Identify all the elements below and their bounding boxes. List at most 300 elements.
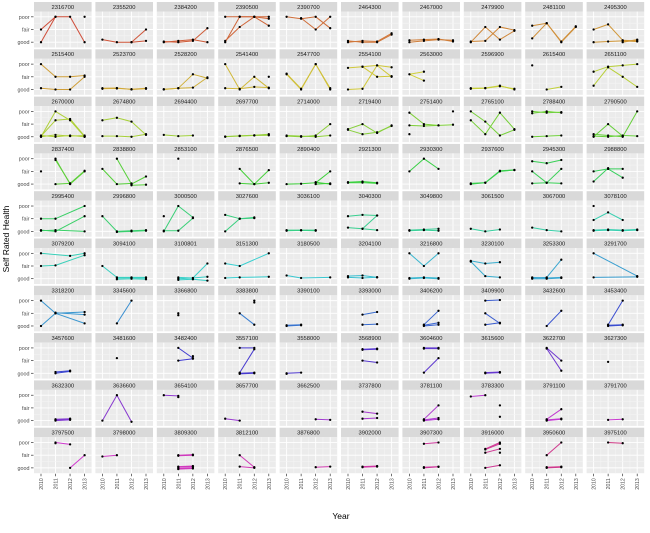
data-point xyxy=(361,324,363,326)
data-line xyxy=(363,418,378,419)
y-tick-label: fair xyxy=(22,169,30,176)
data-point xyxy=(177,276,179,278)
facet-strip-label: 3781100 xyxy=(420,383,443,390)
data-point xyxy=(300,88,302,90)
data-point xyxy=(116,231,118,233)
data-point xyxy=(560,168,562,170)
data-point xyxy=(54,16,56,18)
data-point xyxy=(101,168,103,170)
y-tick-label: poor xyxy=(18,62,30,69)
data-point xyxy=(224,418,226,420)
x-tick-label: 2012 xyxy=(620,478,627,490)
data-point xyxy=(69,16,71,18)
facet-strip-label: 2384200 xyxy=(174,4,197,11)
facet-panel xyxy=(18,239,92,285)
data-point xyxy=(83,322,85,324)
data-point xyxy=(315,418,317,420)
data-point xyxy=(329,170,331,172)
facet-panel xyxy=(218,191,276,237)
data-point xyxy=(607,136,609,138)
data-point xyxy=(423,419,425,421)
data-point xyxy=(531,160,533,162)
facet-panel xyxy=(280,49,338,95)
data-point xyxy=(69,467,71,469)
facet-strip-label: 2751400 xyxy=(419,99,443,106)
x-tick-label: 2012 xyxy=(313,478,320,490)
data-point xyxy=(239,465,241,467)
data-point xyxy=(361,133,363,135)
data-point xyxy=(622,442,624,444)
data-point xyxy=(300,183,302,185)
facet-panel xyxy=(18,2,92,48)
facet-panel xyxy=(341,428,399,490)
y-tick-label: fair xyxy=(22,27,30,34)
facet-strip-label: 3049800 xyxy=(419,194,443,201)
data-point xyxy=(239,16,241,18)
data-point xyxy=(531,278,533,280)
facet-strip-label: 3100801 xyxy=(174,241,197,248)
facet-panel xyxy=(341,380,399,426)
data-point xyxy=(408,230,410,232)
data-point xyxy=(101,455,103,457)
data-point xyxy=(437,230,439,232)
data-point xyxy=(285,183,287,185)
facet-strip-label: 3318200 xyxy=(51,288,75,295)
facet-panel xyxy=(280,428,338,490)
data-point xyxy=(54,119,56,121)
data-point xyxy=(177,41,179,43)
data-point xyxy=(177,347,179,349)
data-point xyxy=(484,120,486,122)
x-tick-label: 2013 xyxy=(205,478,212,490)
facet-panel xyxy=(218,333,276,379)
data-point xyxy=(546,88,548,90)
data-point xyxy=(315,63,317,65)
data-point xyxy=(546,325,548,327)
data-point xyxy=(347,129,349,131)
data-point xyxy=(499,276,501,278)
data-point xyxy=(285,16,287,18)
facet-panel xyxy=(218,144,276,190)
data-point xyxy=(531,37,533,39)
facet-strip-label: 3409900 xyxy=(481,288,504,295)
data-point xyxy=(499,261,501,263)
data-point xyxy=(329,182,331,184)
data-point xyxy=(361,349,363,351)
data-point xyxy=(437,310,439,312)
facet-strip-label: 3383800 xyxy=(235,288,259,295)
data-point xyxy=(329,27,331,29)
data-point xyxy=(452,110,454,112)
data-line xyxy=(485,373,500,374)
facet-strip-label: 3636600 xyxy=(112,383,136,390)
facet-strip-label: 2930300 xyxy=(419,146,443,153)
data-point xyxy=(361,411,363,413)
data-point xyxy=(607,40,609,42)
data-point xyxy=(499,228,501,230)
data-line xyxy=(178,469,193,470)
data-point xyxy=(560,441,562,443)
x-tick-label: 2010 xyxy=(284,478,291,490)
facet-panel xyxy=(587,239,645,285)
facet-strip-label: 2995400 xyxy=(51,194,75,201)
data-point xyxy=(101,215,103,217)
x-tick-label: 2012 xyxy=(68,478,75,490)
data-point xyxy=(484,40,486,42)
data-point xyxy=(622,299,624,301)
data-point xyxy=(253,76,255,78)
facet-strip-label: 2837400 xyxy=(51,146,75,153)
data-point xyxy=(592,170,594,172)
data-point xyxy=(315,136,317,138)
data-point xyxy=(499,464,501,466)
data-point xyxy=(484,467,486,469)
data-point xyxy=(69,370,71,372)
data-point xyxy=(40,87,42,89)
facet-strip-label: 3798000 xyxy=(112,430,136,437)
data-point xyxy=(329,16,331,18)
data-point xyxy=(484,324,486,326)
facet-panel xyxy=(341,191,399,237)
data-point xyxy=(408,133,410,135)
data-point xyxy=(224,262,226,264)
data-point xyxy=(423,277,425,279)
facet-panel xyxy=(464,239,522,285)
data-point xyxy=(163,134,165,136)
data-point xyxy=(253,324,255,326)
data-point xyxy=(177,468,179,470)
facet-strip-label: 3366800 xyxy=(174,288,197,295)
facet-panel xyxy=(341,144,399,190)
data-point xyxy=(192,40,194,42)
data-point xyxy=(361,466,363,468)
x-tick-label: 2013 xyxy=(144,478,150,490)
facet-strip-label: 2479900 xyxy=(481,4,504,11)
y-tick-label: fair xyxy=(22,311,30,318)
data-point xyxy=(546,419,548,421)
data-point xyxy=(116,183,118,185)
data-point xyxy=(560,466,562,468)
data-point xyxy=(83,205,85,207)
facet-strip-label: 2876500 xyxy=(235,146,259,153)
facet-panel xyxy=(525,191,583,237)
data-point xyxy=(54,183,56,185)
facet-strip-label: 3662500 xyxy=(297,383,320,390)
data-point xyxy=(163,394,165,396)
data-line xyxy=(485,300,500,301)
data-point xyxy=(513,29,515,31)
data-line xyxy=(363,349,378,350)
data-point xyxy=(130,41,132,43)
data-point xyxy=(622,230,624,232)
facet-strip-label: 2765100 xyxy=(481,99,504,106)
data-point xyxy=(592,219,594,221)
data-point xyxy=(437,278,439,280)
y-tick-label: fair xyxy=(22,74,30,81)
y-tick-label: poor xyxy=(18,156,30,163)
facet-panel xyxy=(341,333,399,379)
x-tick-label: 2012 xyxy=(436,478,443,490)
data-point xyxy=(163,230,165,232)
facet-strip-label: 2515400 xyxy=(51,52,75,59)
data-point xyxy=(54,229,56,231)
data-point xyxy=(499,452,501,454)
facet-strip-label: 2838800 xyxy=(112,146,136,153)
data-point xyxy=(622,219,624,221)
facet-panel xyxy=(464,49,522,95)
data-point xyxy=(83,76,85,78)
y-tick-label: fair xyxy=(22,453,30,460)
data-point xyxy=(390,66,392,68)
facet-panel xyxy=(525,2,583,48)
data-point xyxy=(177,455,179,457)
data-point xyxy=(560,259,562,261)
data-point xyxy=(54,76,56,78)
data-point xyxy=(239,347,241,349)
facet-strip-label: 2988800 xyxy=(604,146,627,153)
facet-strip-label: 2596900 xyxy=(481,52,504,59)
facet-strip-label: 3406200 xyxy=(419,288,443,295)
facet-panel xyxy=(280,191,338,237)
x-tick-label: 2010 xyxy=(346,478,352,490)
y-tick-label: fair xyxy=(22,216,30,223)
facet-panel xyxy=(218,2,276,48)
data-point xyxy=(239,265,241,267)
data-point xyxy=(546,22,548,24)
facet-strip-label: 3604600 xyxy=(419,336,443,342)
facet-panel xyxy=(464,2,522,48)
facet-strip-label: 3253300 xyxy=(542,241,566,248)
data-point xyxy=(470,260,472,262)
facet-strip-label: 2390500 xyxy=(235,4,259,11)
data-point xyxy=(376,229,378,231)
data-point xyxy=(69,76,71,78)
data-point xyxy=(285,274,287,276)
facet-panel xyxy=(95,239,153,285)
data-point xyxy=(177,314,179,316)
data-point xyxy=(560,408,562,410)
facet-panel xyxy=(218,239,276,285)
data-point xyxy=(239,312,241,314)
data-point xyxy=(145,40,147,42)
x-tick-label: 2010 xyxy=(100,478,107,490)
facet-strip-label: 2853100 xyxy=(174,146,197,153)
data-point xyxy=(560,111,562,113)
data-point xyxy=(54,371,56,373)
data-point xyxy=(206,27,208,29)
data-point xyxy=(224,87,226,89)
data-point xyxy=(116,278,118,280)
data-point xyxy=(145,278,147,280)
data-point xyxy=(376,182,378,184)
data-point xyxy=(83,311,85,313)
data-point xyxy=(40,28,42,30)
data-point xyxy=(560,40,562,42)
facet-panel xyxy=(402,97,460,143)
facet-panel xyxy=(95,333,153,379)
facet-panel xyxy=(464,97,522,143)
data-point xyxy=(130,421,132,423)
data-point xyxy=(513,129,515,131)
y-tick-label: poor xyxy=(18,109,30,116)
facet-strip-label: 2890400 xyxy=(297,146,320,153)
facet-strip-label: 3432600 xyxy=(542,288,566,295)
data-point xyxy=(347,226,349,228)
data-point xyxy=(300,277,302,279)
data-point xyxy=(636,110,638,112)
data-point xyxy=(607,229,609,231)
data-point xyxy=(192,86,194,88)
facet-strip-label: 3078100 xyxy=(604,194,627,201)
data-point xyxy=(546,162,548,164)
data-point xyxy=(607,66,609,68)
data-point xyxy=(315,183,317,185)
data-point xyxy=(177,279,179,281)
data-point xyxy=(622,134,624,136)
data-point xyxy=(130,278,132,280)
facet-strip-label: 3654100 xyxy=(174,383,197,390)
facet-panel xyxy=(18,333,92,379)
x-tick-label: 2010 xyxy=(591,478,598,490)
facet-strip-label: 3876800 xyxy=(297,430,320,437)
data-point xyxy=(192,358,194,360)
facet-strip-label: 3040300 xyxy=(358,194,382,201)
facet-panel xyxy=(218,380,276,426)
y-tick-label: good xyxy=(17,134,30,141)
facet-panel xyxy=(157,191,215,237)
facet-panels xyxy=(18,2,645,490)
data-point xyxy=(253,16,255,18)
facet-strip-label: 3627300 xyxy=(604,336,627,342)
facet-strip-label: 2390700 xyxy=(297,4,320,11)
facet-strip-label: 3094100 xyxy=(112,241,136,248)
data-point xyxy=(499,404,501,406)
facet-panel xyxy=(18,191,92,237)
data-point xyxy=(622,64,624,66)
data-point xyxy=(239,88,241,90)
x-tick-label: 2012 xyxy=(375,478,382,490)
facet-strip-label: 3067000 xyxy=(542,194,566,201)
data-line xyxy=(316,183,331,184)
facet-panel xyxy=(587,333,645,379)
data-point xyxy=(224,16,226,18)
data-point xyxy=(546,347,548,349)
data-line xyxy=(56,183,71,184)
y-axis-title: Self Rated Health xyxy=(1,205,11,273)
facet-strip-label: 3622700 xyxy=(542,336,566,342)
data-point xyxy=(437,466,439,468)
data-point xyxy=(69,118,71,120)
data-point xyxy=(376,348,378,350)
data-point xyxy=(83,313,85,315)
data-point xyxy=(390,125,392,127)
data-point xyxy=(376,361,378,363)
x-tick-label: 2013 xyxy=(573,478,580,490)
data-point xyxy=(101,419,103,421)
data-point xyxy=(361,277,363,279)
facet-panel xyxy=(280,144,338,190)
facet-panel xyxy=(18,286,92,332)
facet-strip-label: 3791700 xyxy=(604,383,627,390)
facet-strip-label: 3907300 xyxy=(419,430,443,437)
data-point xyxy=(239,168,241,170)
data-point xyxy=(54,88,56,90)
data-point xyxy=(192,134,194,136)
data-point xyxy=(130,299,132,301)
data-point xyxy=(484,133,486,135)
facet-panel xyxy=(95,428,153,490)
data-point xyxy=(437,324,439,326)
facet-strip-label: 3481600 xyxy=(112,336,136,342)
data-point xyxy=(192,217,194,219)
facet-panel xyxy=(525,428,583,490)
data-point xyxy=(513,88,515,90)
x-tick-label: 2012 xyxy=(497,478,504,490)
data-point xyxy=(546,112,548,114)
x-tick-label: 2011 xyxy=(421,478,428,490)
facet-panel xyxy=(587,144,645,190)
y-tick-label: fair xyxy=(22,264,30,270)
data-point xyxy=(499,416,501,418)
data-point xyxy=(607,441,609,443)
x-tick-label: 2011 xyxy=(114,478,121,490)
data-point xyxy=(54,312,56,314)
facet-panel xyxy=(402,2,460,48)
data-point xyxy=(130,230,132,232)
data-point xyxy=(423,79,425,81)
data-point xyxy=(40,170,42,172)
facet-strip-label: 3061500 xyxy=(481,194,504,201)
facet-panel xyxy=(95,380,153,426)
facet-panel xyxy=(280,97,338,143)
facet-panel xyxy=(464,428,522,490)
data-point xyxy=(83,230,85,232)
data-point xyxy=(470,88,472,90)
facet-strip-label: 2945300 xyxy=(542,146,566,153)
data-point xyxy=(592,71,594,73)
data-line xyxy=(102,88,146,89)
data-point xyxy=(437,404,439,406)
data-point xyxy=(423,325,425,327)
data-point xyxy=(69,255,71,257)
data-point xyxy=(361,123,363,125)
data-point xyxy=(329,134,331,136)
data-point xyxy=(408,41,410,43)
x-tick-label: 2011 xyxy=(483,478,490,490)
data-point xyxy=(116,394,118,396)
data-point xyxy=(636,38,638,40)
data-point xyxy=(239,276,241,278)
x-tick-label: 2010 xyxy=(407,478,414,490)
data-point xyxy=(376,214,378,216)
data-point xyxy=(268,76,270,78)
facet-panel xyxy=(341,286,399,332)
x-tick-label: 2011 xyxy=(237,478,244,490)
facet-panel xyxy=(18,49,92,95)
facet-panel xyxy=(157,333,215,379)
data-point xyxy=(40,265,42,267)
data-point xyxy=(329,87,331,89)
facet-strip-label: 3783300 xyxy=(481,383,504,390)
data-line xyxy=(363,467,378,468)
facet-strip-label: 2464300 xyxy=(358,4,382,11)
facet-panel xyxy=(95,49,153,95)
data-point xyxy=(560,159,562,161)
data-line xyxy=(178,467,193,468)
data-point xyxy=(636,63,638,65)
facet-panel xyxy=(18,428,92,490)
y-tick-label: good xyxy=(17,276,30,283)
